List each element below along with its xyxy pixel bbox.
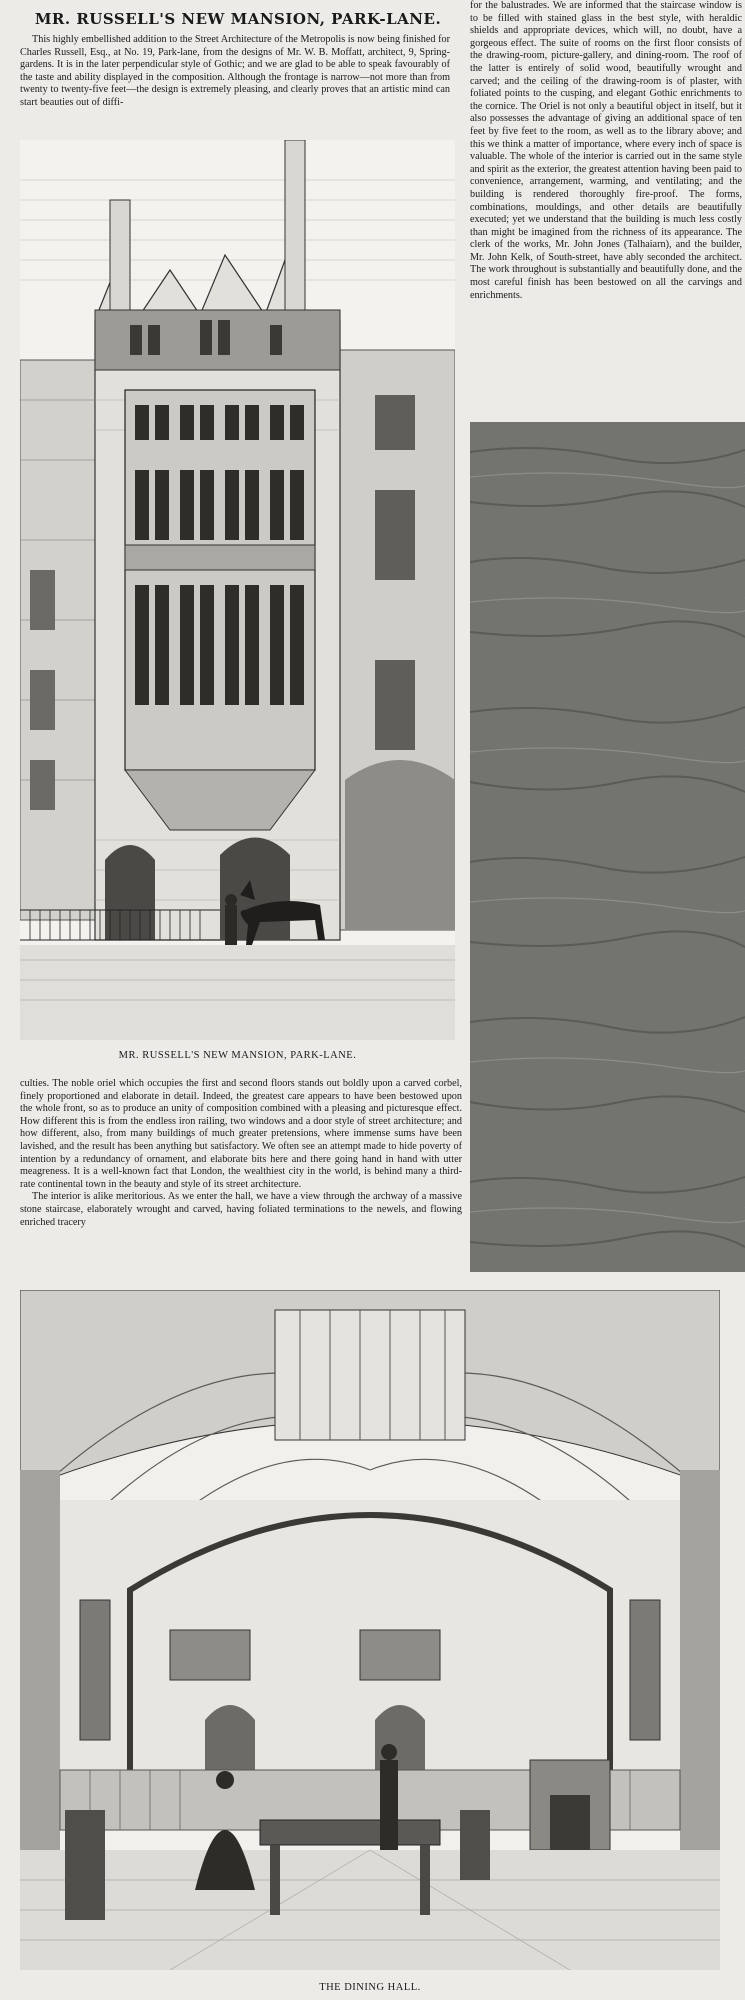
dining-hall-illustration	[20, 1290, 720, 1970]
mansion-caption: MR. RUSSELL'S NEW MANSION, PARK-LANE.	[118, 1050, 357, 1061]
wood-grain-panel	[470, 422, 745, 1272]
continuation-paragraph: culties. The noble oriel which occupies the first and second floors stands out boldly upon a carved corbel, finely proportioned and elaborate in detail. Indeed, the greatest care appears to have been bestowed upon the whole front, so as to produce an unity of composition combined with a pleasing and picturesque effect. How different this is from the endless iron railing, two windows and a door style of street architecture; and how different, also, from many buildings of much greater pretensions, where immense sums have been lavished, and the result has been anything but satisfactory. We often see an attempt made to hide poverty of intention by a redundancy of ornament, and elaborate bits here and there going hand in hand with utter meagreness. It is a well-known fact that London, the wealthiest city in the world, is behind many a third-rate continental town in the beauty and style of its street architecture.	[20, 1078, 462, 1190]
interior-paragraph: The interior is alike meritorious. As we enter the hall, we have a view through the archway of a massive stone staircase, elaborately wrought and carved, having foliated terminations to the newels, and flowing enriched tracery	[20, 1191, 462, 1228]
right-column-paragraph: for the balustrades. We are informed that the staircase window is to be filled with stained glass in the best style, with heraldic shields and appropriate devices, which will, no doubt, have a gorgeous effect. The suite of rooms on the first floor consists of the drawing-room, picture-gallery, and dining-room. The roof of the latter is entirely of solid wood, beautifully wrought and carved; and the ceiling of the drawing-room is of plaster, with foliated points to the cusping, and elegant Gothic enrichments to the cornice. The Oriel is not only a beautiful object in itself, but it also possesses the advantage of giving an additional space of ten feet by five feet to the room, as well as to the library above; and this we think a matter of importance, where every inch of space is valuable. The whole of the interior is carried out in the same style and spirit as the exterior, the greatest attention having been paid to convenience, arrangement, warming, and ventilating; and the building is rendered thoroughly fire-proof. The forms, combinations, mouldings, and other details are beautifully executed; yet we understand that the building is much less costly than might be imagined from the richness of its appearance. The clerk of the works, Mr. John Jones (Talhaiarn), and the builder, Mr. John Kelk, of South-street, have ably seconded the architect. The work throughout is substantially and beautifully done, and the most careful finish has been bestowed on all the carvings and enrichments.	[470, 0, 742, 301]
mansion-illustration	[20, 140, 455, 1040]
article-title: MR. RUSSELL'S NEW MANSION, PARK-LANE.	[34, 10, 442, 28]
article-intro	[20, 34, 450, 154]
dining-hall-engraving	[20, 1290, 720, 1970]
intro-paragraph: This highly embellished addition to the Street Architecture of the Metropolis is now being finished for Charles Russell, Esq., at No. 19, Park-lane, from the designs of Mr. W. B. Moffatt, architect, 9, Spring-gardens. It is in the later perpendicular style of Gothic; and we are glad to be able to speak favourably of the taste and ability displayed in the composition. Although the frontage is narrow—not more than from twenty to twenty-five feet—the design is extremely pleasing, and clearly proves that an artistic mind can start beauties out of diffi-	[20, 34, 450, 108]
mansion-engraving	[20, 140, 455, 1040]
wood-grain-texture	[470, 422, 745, 1272]
article-continuation	[20, 1078, 462, 1278]
article-right-column	[470, 0, 742, 415]
dining-hall-caption: THE DINING HALL.	[319, 1982, 421, 1993]
